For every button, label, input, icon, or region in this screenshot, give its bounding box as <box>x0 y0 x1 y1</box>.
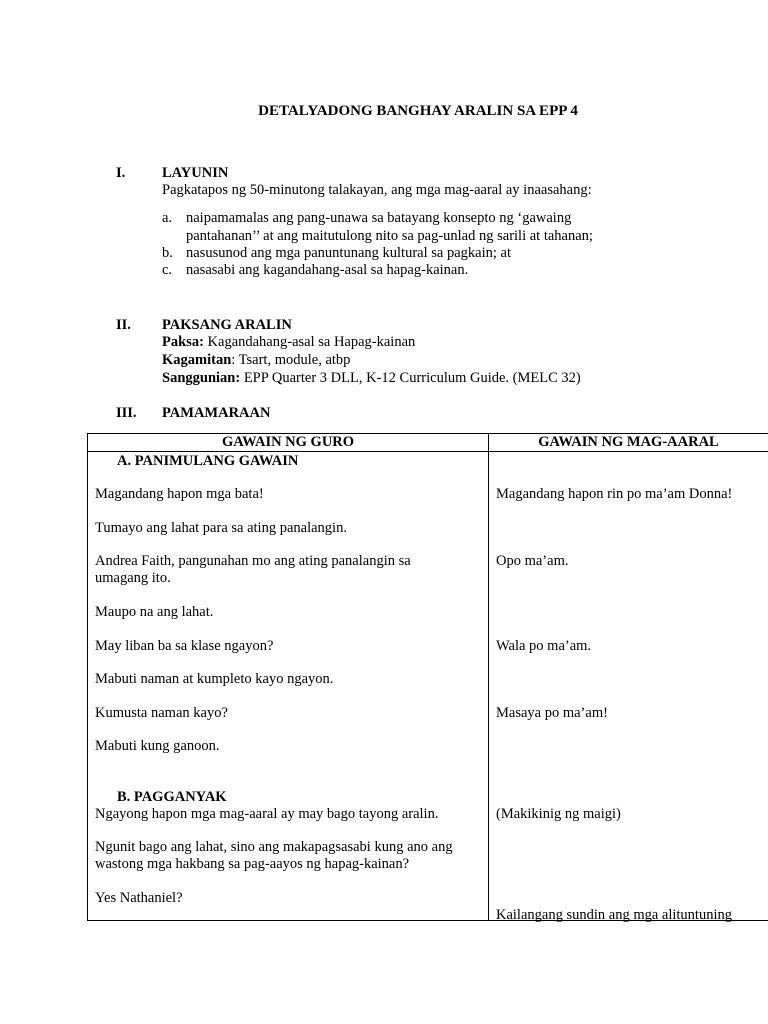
paksa-label: Paksa: <box>162 334 204 350</box>
objective-c-line-1: nasasabi ang kagandahang-asal sa hapag-kainan. <box>186 262 469 278</box>
teacher-line: Maupo na ang lahat. <box>95 604 214 620</box>
teacher-line: Yes Nathaniel? <box>95 890 183 906</box>
paksa-line <box>162 334 415 351</box>
teacher-line: Mabuti naman at kumpleto kayo ngayon. <box>95 671 334 687</box>
student-line: Opo ma’am. <box>496 553 569 569</box>
student-line: (Makikinig ng maigi) <box>496 806 621 822</box>
teacher-line: Tumayo ang lahat para sa ating panalangin. <box>95 520 347 536</box>
section-1-numeral: I. <box>116 165 126 181</box>
kagamitan-label: Kagamitan <box>162 352 232 368</box>
teacher-line: wastong mga hakbang sa pag-aayos ng hapag-kainan? <box>95 856 410 872</box>
teacher-line: Kumusta naman kayo? <box>95 705 228 721</box>
teacher-line: Ngayong hapon mga mag-aaral ay may bago tayong aralin. <box>95 806 439 822</box>
document-title: DETALYADONG BANGHAY ARALIN SA EPP 4 <box>258 103 578 119</box>
sanggunian-label: Sanggunian: <box>162 370 241 386</box>
kagamitan-line <box>162 352 350 369</box>
objective-b-line-1: nasusunod ang mga panuntunang kultural sa pagkain; at <box>186 245 511 261</box>
section-3-numeral: III. <box>116 405 137 421</box>
teacher-line: umagang ito. <box>95 570 171 586</box>
objective-c-marker: c. <box>162 262 173 278</box>
student-line: Wala po ma’am. <box>496 638 592 654</box>
section-3-heading: PAMAMARAAN <box>162 405 271 421</box>
teacher-cell <box>88 452 489 921</box>
teacher-column-header: GAWAIN NG GURO <box>88 434 489 452</box>
subheading-pagganyak: B. PAGGANYAK <box>117 789 227 805</box>
teacher-line: Andrea Faith, pangunahan mo ang ating panalangin sa <box>95 553 411 569</box>
section-2-heading: PAKSANG ARALIN <box>162 317 292 333</box>
student-line: Masaya po ma’am! <box>496 705 608 721</box>
objective-a-line-2: pantahanan’’ at ang maitutulong nito sa pag-unlad ng sarili at tahanan; <box>186 228 593 244</box>
student-line: Kailangang sundin ang mga alituntuning <box>496 907 732 923</box>
kagamitan-value: : Tsart, module, atbp <box>231 352 351 368</box>
objective-b-marker: b. <box>162 245 173 261</box>
student-column-header: GAWAIN NG MAG-AARAL <box>489 434 768 452</box>
student-line: Magandang hapon rin po ma’am Donna! <box>496 486 733 502</box>
table-body-row <box>88 452 768 921</box>
table-header-row <box>88 434 768 452</box>
student-cell <box>489 452 768 921</box>
section-2-numeral: II. <box>116 317 131 333</box>
teacher-line: Ngunit bago ang lahat, sino ang makapagsasabi kung ano ang <box>95 839 453 855</box>
objective-a-line-1: naipamamalas ang pang-unawa sa batayang konsepto ng ‘gawaing <box>186 210 572 226</box>
paksa-value: Kagandahang-asal sa Hapag-kainan <box>203 334 416 350</box>
sanggunian-value: EPP Quarter 3 DLL, K-12 Curriculum Guide. (MELC 32) <box>240 370 581 386</box>
section-1-heading: LAYUNIN <box>162 165 229 181</box>
teacher-line: Magandang hapon mga bata! <box>95 486 264 502</box>
procedure-table <box>87 433 768 921</box>
teacher-line: Mabuti kung ganoon. <box>95 738 220 754</box>
objectives-intro: Pagkatapos ng 50-minutong talakayan, ang mga mag-aaral ay inaasahang: <box>162 182 592 198</box>
sanggunian-line <box>162 370 581 387</box>
teacher-line: May liban ba sa klase ngayon? <box>95 638 274 654</box>
objective-a-marker: a. <box>162 210 173 226</box>
subheading-panimulang-gawain: A. PANIMULANG GAWAIN <box>117 453 299 469</box>
